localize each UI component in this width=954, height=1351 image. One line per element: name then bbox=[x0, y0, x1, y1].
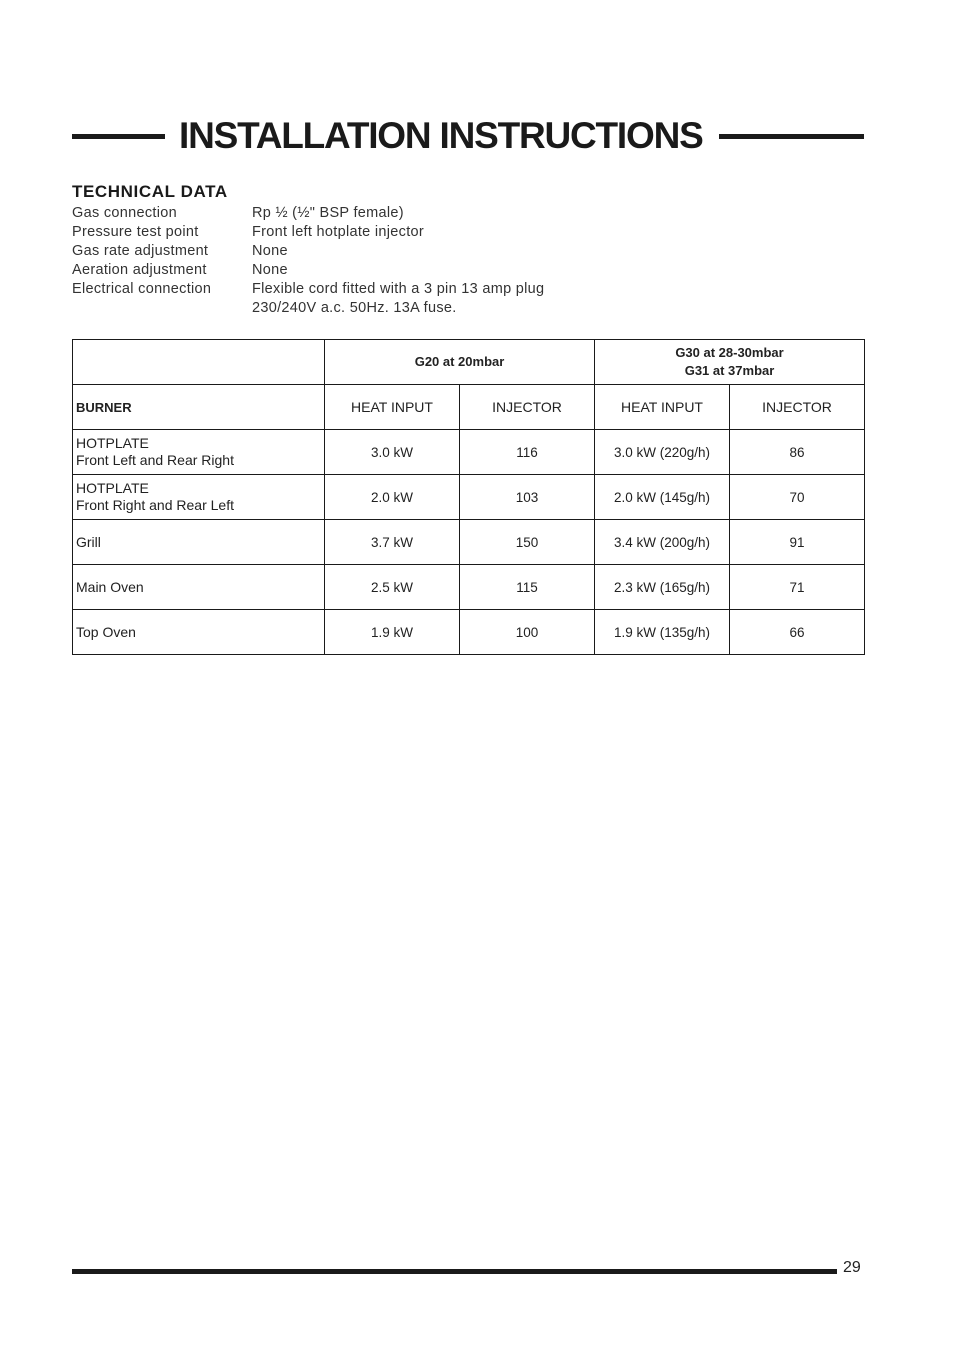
table-cell: 70 bbox=[730, 475, 865, 520]
table-cell: 3.4 kW (200g/h) bbox=[595, 520, 730, 565]
spec-value: Flexible cord fitted with a 3 pin 13 amp plug bbox=[252, 281, 545, 297]
table-row bbox=[73, 430, 865, 475]
title-bar bbox=[72, 112, 864, 160]
table-cell: 91 bbox=[730, 520, 865, 565]
table-cell: 1.9 kW (135g/h) bbox=[595, 610, 730, 655]
burner-name: HOTPLATE bbox=[76, 435, 149, 451]
table-cell: 115 bbox=[460, 565, 595, 610]
burner-name-cell: Top Oven bbox=[73, 610, 325, 655]
burner-position: Front Right and Rear Left bbox=[76, 497, 234, 513]
burner-name: HOTPLATE bbox=[76, 480, 149, 496]
spec-key: Gas connection bbox=[72, 205, 177, 221]
table-cell: 2.5 kW bbox=[325, 565, 460, 610]
spec-value: Front left hotplate injector bbox=[252, 224, 425, 240]
table-row bbox=[73, 610, 865, 655]
burner-name-cell: Main Oven bbox=[73, 565, 325, 610]
column-header: INJECTOR bbox=[730, 385, 865, 430]
spec-value: 230/240V a.c. 50Hz. 13A fuse. bbox=[252, 300, 457, 316]
burner-data-table bbox=[72, 339, 865, 655]
page-number: 29 bbox=[843, 1259, 861, 1276]
table-cell: 3.0 kW bbox=[325, 430, 460, 475]
footer-rule bbox=[72, 1269, 837, 1274]
spec-row bbox=[72, 223, 672, 242]
spec-row bbox=[72, 261, 672, 280]
table-cell: 66 bbox=[730, 610, 865, 655]
table-column-header-row bbox=[73, 385, 865, 430]
burner-name-cell bbox=[73, 430, 325, 475]
table-cell: 150 bbox=[460, 520, 595, 565]
spec-row bbox=[72, 299, 672, 318]
technical-data-list bbox=[72, 204, 672, 318]
table-cell: 86 bbox=[730, 430, 865, 475]
table-cell: 2.0 kW bbox=[325, 475, 460, 520]
table-cell: 71 bbox=[730, 565, 865, 610]
section-title: TECHNICAL DATA bbox=[72, 182, 228, 201]
burner-position: Front Left and Rear Right bbox=[76, 452, 234, 468]
g30-g31-group-header bbox=[595, 340, 865, 385]
spec-row bbox=[72, 280, 672, 299]
table-cell: 103 bbox=[460, 475, 595, 520]
table-row bbox=[73, 475, 865, 520]
spec-key bbox=[72, 299, 252, 318]
column-header: HEAT INPUT bbox=[595, 385, 730, 430]
spec-value: None bbox=[252, 243, 288, 259]
spec-value: None bbox=[252, 262, 288, 278]
table-corner-cell bbox=[73, 340, 325, 385]
burner-name-cell bbox=[73, 475, 325, 520]
title-rule-right bbox=[719, 134, 864, 139]
spec-key: Aeration adjustment bbox=[72, 262, 207, 278]
g30-label: G30 at 28-30mbar bbox=[675, 345, 784, 360]
table-cell: 3.7 kW bbox=[325, 520, 460, 565]
table-cell: 2.3 kW (165g/h) bbox=[595, 565, 730, 610]
title-rule-left bbox=[72, 134, 165, 139]
g20-group-header: G20 at 20mbar bbox=[325, 340, 595, 385]
spec-row bbox=[72, 242, 672, 261]
table-cell: 1.9 kW bbox=[325, 610, 460, 655]
spec-key: Pressure test point bbox=[72, 224, 199, 240]
spec-key: Electrical connection bbox=[72, 281, 212, 297]
table-cell: 116 bbox=[460, 430, 595, 475]
page-title: INSTALLATION INSTRUCTIONS bbox=[179, 115, 703, 156]
column-header: INJECTOR bbox=[460, 385, 595, 430]
burner-name-cell: Grill bbox=[73, 520, 325, 565]
spec-row bbox=[72, 204, 672, 223]
g31-label: G31 at 37mbar bbox=[684, 363, 775, 378]
table-group-header-row bbox=[73, 340, 865, 385]
table-cell: 3.0 kW (220g/h) bbox=[595, 430, 730, 475]
spec-key: Gas rate adjustment bbox=[72, 243, 209, 259]
table-cell: 2.0 kW (145g/h) bbox=[595, 475, 730, 520]
table-row bbox=[73, 565, 865, 610]
table-cell: 100 bbox=[460, 610, 595, 655]
column-header: HEAT INPUT bbox=[325, 385, 460, 430]
spec-value: Rp ½ (½" BSP female) bbox=[252, 205, 404, 221]
table-row bbox=[73, 520, 865, 565]
burner-column-header: BURNER bbox=[73, 385, 325, 430]
